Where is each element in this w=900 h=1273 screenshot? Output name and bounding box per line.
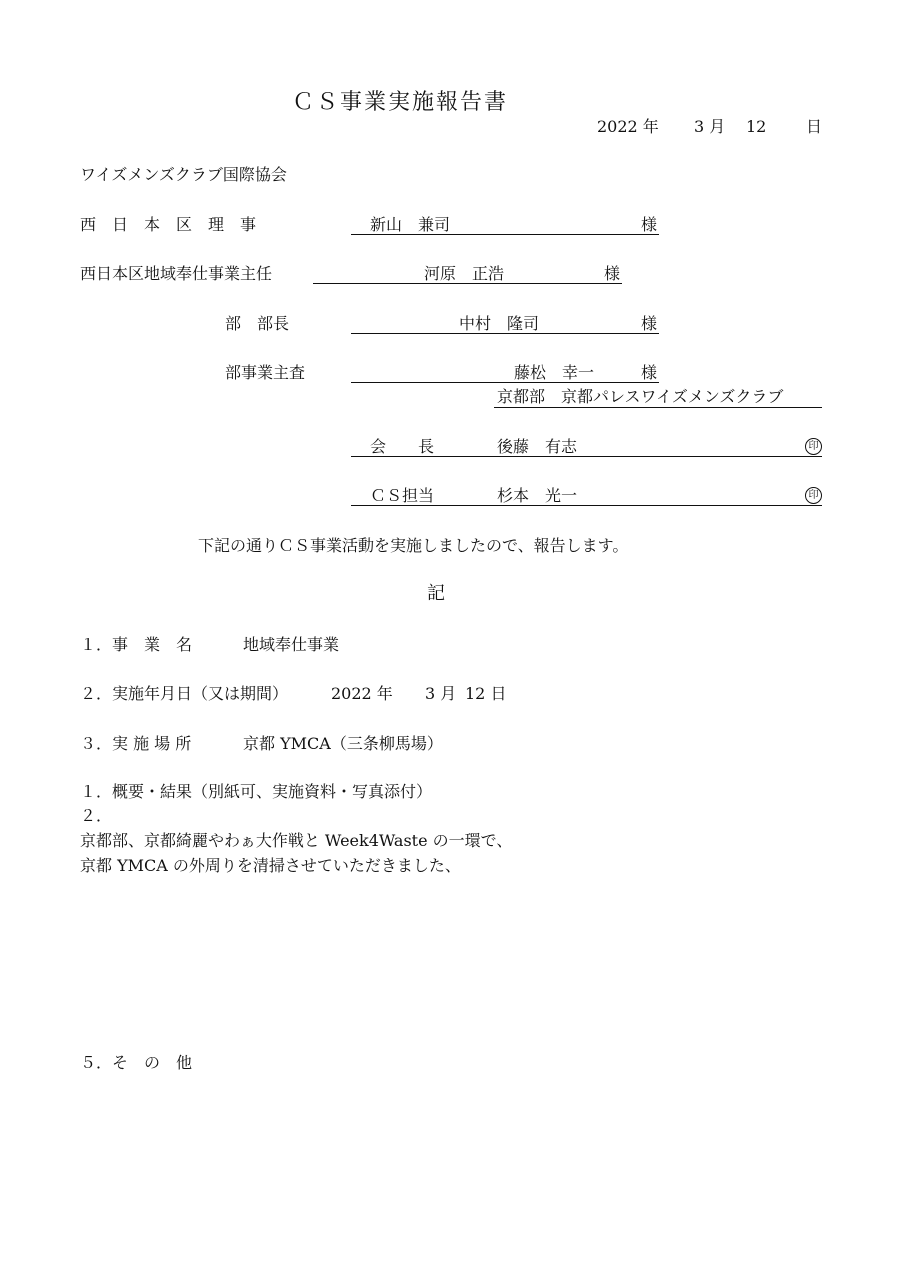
- signer-role: ＣＳ担当: [370, 486, 435, 505]
- item-period-year: 2022 年: [331, 684, 393, 703]
- summary-line: 京都部、京都綺麗やわぁ大作戦と Week4Waste の一環で、: [80, 831, 513, 850]
- addressee-name: 中村 隆司: [459, 314, 540, 333]
- item-period-month: 3 月: [425, 684, 457, 703]
- addressee-role: 西日本区地域奉仕事業主任: [80, 264, 273, 283]
- item-period-label: ２．実施年月日（又は期間）: [80, 684, 289, 703]
- addressee-honorific: 様: [641, 314, 658, 333]
- organization-name: ワイズメンズクラブ国際協会: [80, 165, 287, 184]
- signer-role: 会 長: [370, 437, 435, 456]
- date-year: 2022 年: [597, 117, 659, 136]
- item-period-day: 12 日: [465, 684, 507, 703]
- addressee-name: 新山 兼司: [370, 215, 451, 234]
- addressee-underline: [351, 234, 659, 235]
- addressee-role: 部 部長: [225, 314, 290, 333]
- page-title: ＣＳ事業実施報告書: [292, 90, 509, 115]
- addressee-underline: [351, 382, 659, 383]
- signer-underline: [351, 505, 822, 506]
- addressee-name: 藤松 幸一: [514, 363, 595, 382]
- item-summary-label: １．概要・結果（別紙可、実施資料・写真添付）: [80, 782, 433, 801]
- seal-mark: 印: [805, 438, 822, 455]
- item-summary-number: ２．: [80, 806, 113, 825]
- club-underline: [494, 407, 822, 408]
- addressee-underline: [351, 333, 659, 334]
- signer-name: 後藤 有志: [497, 437, 578, 456]
- ki-heading: 記: [427, 583, 445, 604]
- signer-underline: [351, 456, 822, 457]
- date-day-unit: 日: [806, 117, 823, 136]
- item-name-label: １．事 業 名: [80, 635, 193, 654]
- addressee-honorific: 様: [641, 363, 658, 382]
- addressee-role: 西 日 本 区 理 事: [80, 215, 257, 234]
- item-place-value: 京都 YMCA（三条柳馬場）: [243, 734, 443, 753]
- addressee-honorific: 様: [641, 215, 658, 234]
- item-other-label: ５．そ の 他: [80, 1053, 193, 1072]
- date-month: 3 月: [694, 117, 726, 136]
- summary-line: 京都 YMCA の外周りを清掃させていただきました、: [80, 856, 461, 875]
- club-name: 京都部 京都パレスワイズメンズクラブ: [497, 387, 784, 406]
- addressee-honorific: 様: [604, 264, 621, 283]
- intro-text: 下記の通りＣＳ事業活動を実施しましたので、報告します。: [198, 536, 629, 555]
- signer-name: 杉本 光一: [497, 486, 578, 505]
- date-day: 12: [746, 117, 767, 136]
- item-place-label: ３．実 施 場 所: [80, 734, 192, 753]
- addressee-name: 河原 正浩: [424, 264, 505, 283]
- addressee-role: 部事業主査: [225, 363, 306, 382]
- seal-mark: 印: [805, 487, 822, 504]
- item-name-value: 地域奉仕事業: [243, 635, 340, 654]
- addressee-underline: [313, 283, 622, 284]
